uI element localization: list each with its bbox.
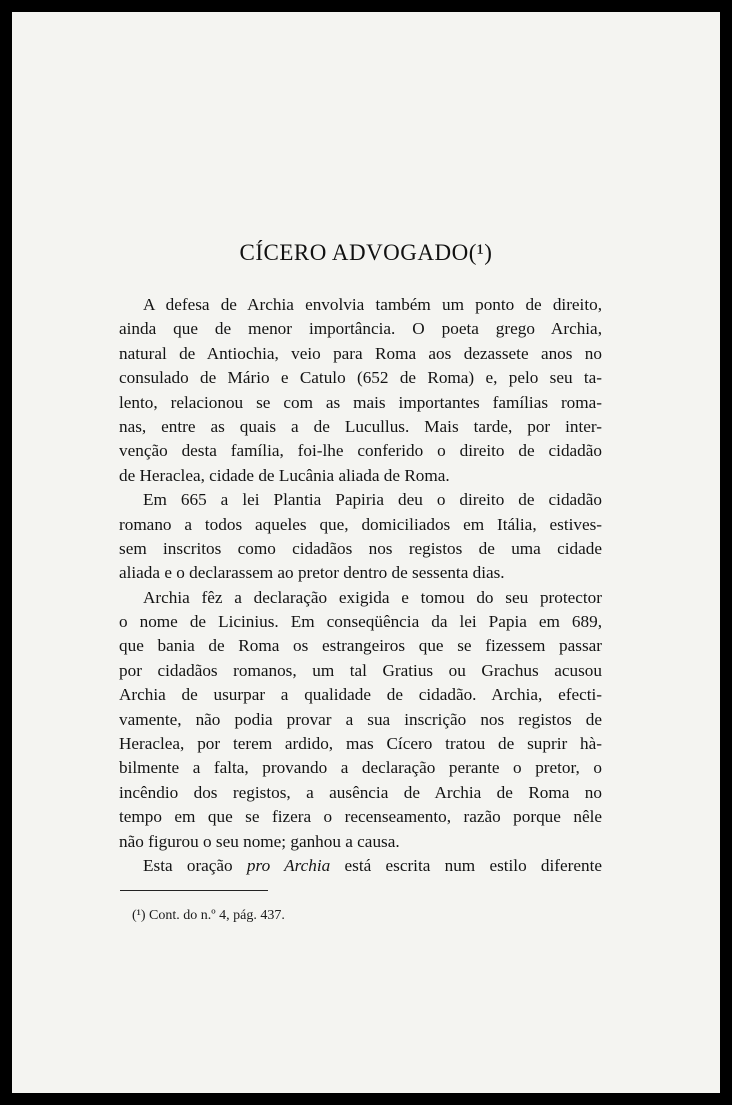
footnote: [132, 908, 285, 924]
text-line: bilmente a falta, provando a declaração perante o pretor, o: [119, 758, 602, 778]
text-line: nas, entre as quais a de Lucullus. Mais tarde, por inter-: [119, 416, 602, 436]
text-line: aliada e o declarassem ao pretor dentro de sessenta dias.: [119, 563, 505, 583]
paragraph: [119, 586, 602, 854]
text-line: Heraclea, por terem ardido, mas Cícero tratou de suprir hà-: [119, 734, 602, 754]
book-page: [12, 12, 720, 1093]
text-line: de Heraclea, cidade de Lucânia aliada de Roma.: [119, 465, 450, 485]
text-line: Archia fêz a declaração exigida e tomou do seu protector: [143, 587, 602, 607]
paragraph: [119, 854, 602, 878]
page-title: [12, 240, 720, 266]
footnote-text: Cont. do n.º 4, pág. 437.: [149, 908, 285, 923]
text-line: tempo em que se fizera o recenseamento, razão porque nêle: [119, 807, 602, 827]
text-line: venção desta família, foi-lhe conferido o direito de cidadão: [119, 441, 602, 461]
text-line: que bania de Roma os estrangeiros que se fizessem passar: [119, 636, 602, 656]
italic-title: pro Archia: [246, 855, 331, 875]
text-line: não figurou o seu nome; ganhou a causa.: [119, 831, 400, 851]
text-line: romano a todos aqueles que, domiciliados em Itália, estives-: [119, 514, 602, 534]
footnote-divider: [120, 890, 268, 891]
text-line: por cidadãos romanos, um tal Gratius ou Grachus acusou: [119, 660, 602, 680]
text-line: A defesa de Archia envolvia também um ponto de direito,: [143, 295, 602, 314]
text-line: ainda que de menor importância. O poeta grego Archia,: [119, 319, 602, 339]
text-line: Em 665 a lei Plantia Papiria deu o direito de cidadão: [143, 490, 602, 510]
body-text: [119, 293, 602, 878]
text-line: Archia de usurpar a qualidade de cidadão. Archia, efecti-: [119, 685, 602, 705]
text-line: o nome de Licinius. Em conseqüência da lei Papia em 689,: [119, 612, 602, 632]
title-footnote-ref: (¹): [468, 240, 493, 265]
text-line: sem inscritos como cidadãos nos registos de uma cidade: [119, 538, 602, 558]
text-line: vamente, não podia provar a sua inscrição nos registos de: [119, 709, 602, 729]
text-line: natural de Antiochia, veio para Roma aos dezassete anos no: [119, 343, 602, 363]
text-segment: está escrita num estilo diferente: [330, 855, 602, 875]
text-line: [119, 854, 602, 878]
footnote-marker: (¹): [132, 908, 146, 923]
text-line: lento, relacionou se com as mais importantes famílias roma-: [119, 392, 602, 412]
text-line: consulado de Mário e Catulo (652 de Roma) e, pelo seu ta-: [119, 368, 602, 388]
title-text: CÍCERO ADVOGADO: [239, 240, 469, 265]
text-segment: Esta oração: [143, 855, 247, 875]
text-line: incêndio dos registos, a ausência de Archia de Roma no: [119, 782, 602, 802]
paragraph: [119, 293, 602, 488]
paragraph: [119, 488, 602, 586]
